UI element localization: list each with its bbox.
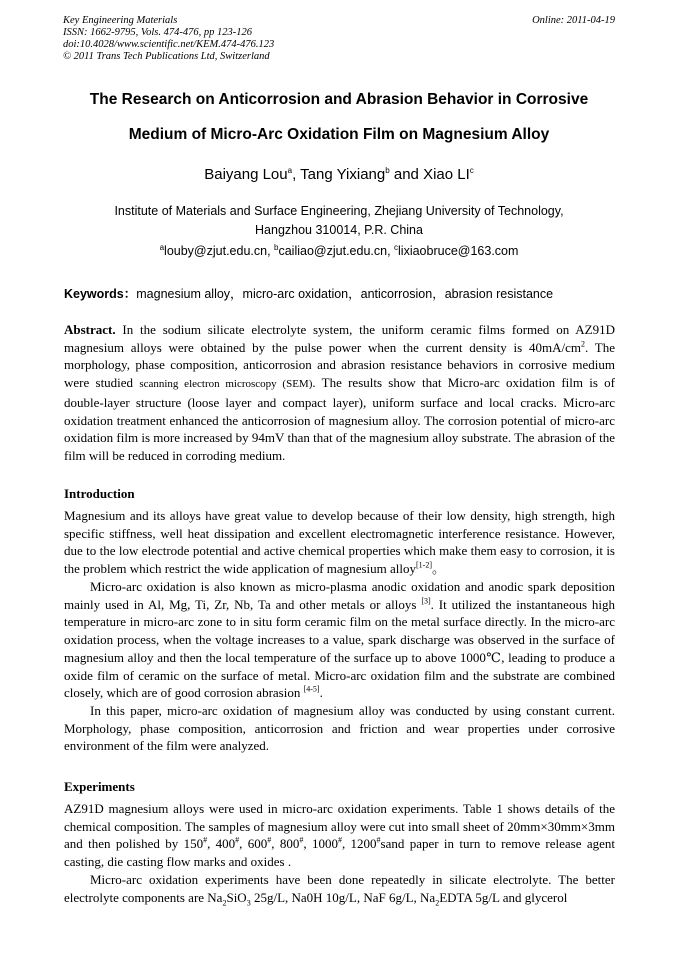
author-name: Tang Yixiang	[300, 166, 386, 183]
body-text: EDTA 5g/L and glycerol	[439, 889, 568, 905]
grit-value: , 400	[207, 836, 236, 852]
email-line	[40, 244, 638, 258]
affiliation-line1: Institute of Materials and Surface Engineering, Zhejiang University of Technology,	[114, 204, 564, 218]
experiments-heading: Experiments	[64, 779, 135, 794]
citation: [1-2]	[415, 560, 432, 570]
author-sup: c	[469, 166, 474, 175]
body-text: AZ91D magnesium alloys were used in micro-arc oxidation experiments. Table 1 shows details of the chemical composition. The samples of magnesium alloy were cut into small sheet of 20mm×30mm×3mm and then polished by 150	[64, 801, 615, 852]
abstract-text-small: scanning electron microscopy (SEM)	[139, 378, 313, 391]
author-separator: ,	[292, 166, 301, 183]
abstract-text: In the sodium silicate electrolyte system, the uniform ceramic films formed on AZ91D magnesium alloys were obtained by the pulse power when the current density is 40mA/cm	[64, 322, 615, 355]
superscript: 2	[580, 339, 585, 349]
grit-value: , 1000	[303, 836, 338, 852]
email-sup: c	[394, 242, 399, 252]
body-text: 25g/L, Na0H 10g/L, NaF 6g/L, Na	[250, 889, 436, 905]
body-text: .	[319, 685, 323, 701]
body-text: sand paper in turn to remove release agent casting, die casting flow marks and oxides .	[64, 836, 616, 870]
body-text: 。	[431, 561, 445, 577]
body-text: . It utilized the instantaneous high temperature in micro-arc zone to in situ form ceramic film on the metal surface directly. In the micro-arc oxidation process, when the voltage increases to a value, spark discharge was observed in the surface of magnesium alloy and then the local temperature of the surface up to above 1000℃, leading to produce a oxide film of ceramic on the surface of metal. Micro-arc oxidation film and the substrate are combined closely, which are of good corrosion abrasion	[64, 596, 615, 701]
copyright-line: © 2011 Trans Tech Publications Ltd, Switzerland	[63, 51, 270, 62]
grit-mark: #	[203, 836, 208, 846]
paper-title-line1: The Research on Anticorrosion and Abrasion Behavior in Corrosive	[89, 91, 589, 108]
experiments-paragraph-1	[64, 800, 615, 871]
grit-value: , 600	[239, 836, 268, 852]
author-separator: and	[389, 166, 424, 183]
introduction-paragraph-2	[64, 578, 615, 702]
body-text: Micro-arc oxidation is also known as micro-plasma anodic oxidation and anodic spark deposition mainly used in Al, Mg, Ti, Zr, Nb, Ta and other metals or alloys	[64, 579, 615, 612]
keywords-text: magnesium alloy，micro-arc oxidation，anticorrosion，abrasion resistance	[136, 287, 554, 301]
author-name: Xiao LI	[423, 166, 470, 183]
introduction-heading: Introduction	[64, 486, 135, 501]
issn-line: ISSN: 1662-9795, Vols. 474-476, pp 123-126	[63, 27, 252, 38]
author-name: Baiyang Lou	[204, 166, 288, 183]
email-sup: b	[274, 242, 279, 252]
email-sup: a	[159, 242, 165, 252]
keywords	[64, 284, 553, 302]
author-list	[40, 166, 638, 183]
grit-mark: #	[299, 836, 304, 846]
grit-value: , 1200	[341, 836, 377, 852]
abstract-label: Abstract.	[64, 322, 116, 337]
email-b: cailiao@zjut.edu.cn,	[278, 244, 395, 258]
abstract-paragraph	[64, 321, 615, 465]
grit-value: , 800	[271, 836, 300, 852]
paper-title-line2: Medium of Micro-Arc Oxidation Film on Magnesium Alloy	[128, 126, 550, 143]
introduction-paragraph-1	[64, 507, 615, 578]
doi-line: doi:10.4028/www.scientific.net/KEM.474-476.123	[63, 39, 275, 50]
subscript: 2	[222, 898, 227, 908]
subscript: 3	[246, 898, 251, 908]
citation: [4-5]	[303, 684, 320, 694]
author-sup: b	[385, 166, 390, 175]
affiliation-line2: Hangzhou 310014, P.R. China	[255, 223, 423, 237]
keywords-label: Keywords：	[64, 287, 137, 301]
subscript: 2	[435, 898, 440, 908]
body-text: Magnesium and its alloys have great value to develop because of their low density, high strength, high specific stiffness, well heat dissipation and excellent electromagnetic interference resistance. However, due to the low electrode potential and active chemical properties which make them easy to corrosion, it is the problem which restrict the wide application of magnesium alloy	[64, 508, 615, 577]
citation: [3]	[421, 596, 431, 606]
journal-name: Key Engineering Materials	[63, 15, 178, 26]
grit-mark: #	[337, 836, 342, 846]
experiments-paragraph-2	[64, 871, 615, 906]
abstract-text: . The morphology, phase composition, anticorrosion and abrasion resistance behaviors in corrosive medium were studied	[64, 339, 615, 391]
grit-mark: #	[235, 836, 240, 846]
online-date: Online: 2011-04-19	[532, 15, 615, 26]
body-text: SiO	[226, 889, 247, 905]
author-sup: a	[287, 166, 293, 175]
email-a: louby@zjut.edu.cn,	[164, 244, 275, 258]
email-c: lixiaobruce@163.com	[398, 244, 519, 258]
body-text: Micro-arc oxidation experiments have been done repeatedly in silicate electrolyte. The better electrolyte components are Na	[64, 872, 615, 905]
journal-header	[63, 15, 274, 63]
abstract-text: . The results show that Micro-arc oxidation film is of double-layer structure (loose layer and compact layer), uniform surface and local cracks. Micro-arc oxidation treatment enhanced the anticorrosion of magnesium alloy. The corrosion potential of micro-arc oxidation film is more increased by 94mV than that of the magnesium alloy substrate. The abrasion of the film will be reduced in corroding medium.	[64, 375, 615, 463]
grit-mark: #	[376, 836, 381, 846]
grit-mark: #	[267, 836, 272, 846]
introduction-paragraph-3: In this paper, micro-arc oxidation of magnesium alloy was conducted by using constant current. Morphology, phase composition, anticorrosion and friction and wear properties under corrosive environment of the film were analyzed.	[64, 703, 615, 754]
